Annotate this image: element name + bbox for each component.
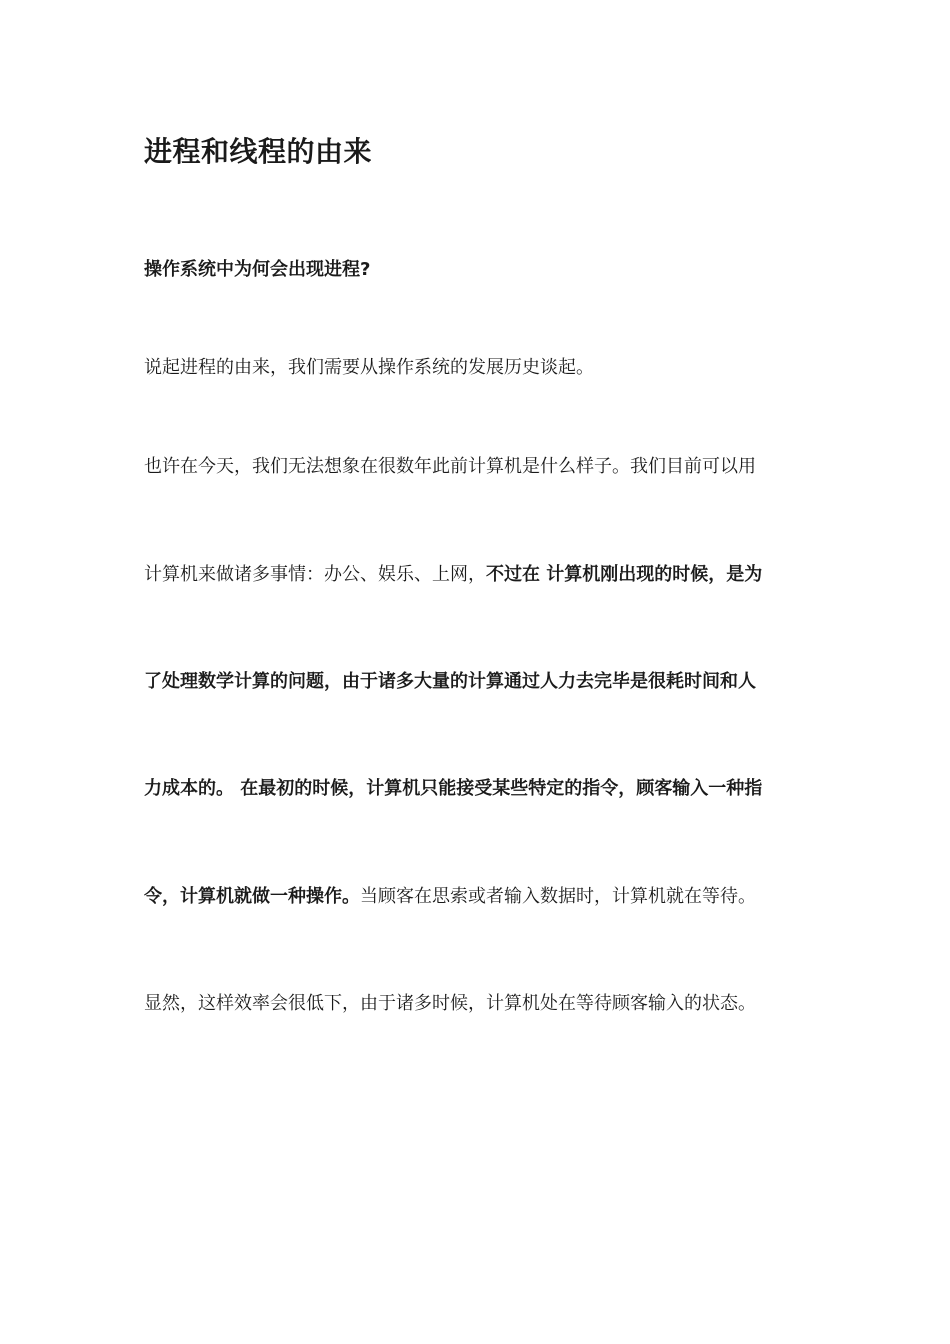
paragraph-line-4: 力成本的。 在最初的时候，计算机只能接受某些特定的指令，顾客输入一种指 xyxy=(144,778,763,799)
paragraph-line-1: 也许在今天，我们无法想象在很数年此前计算机是什么样子。我们目前可以用 xyxy=(144,456,756,477)
paragraph-line-2 xyxy=(144,561,762,589)
paragraph-intro: 说起进程的由来，我们需要从操作系统的发展历史谈起。 xyxy=(144,357,594,378)
paragraph-line-5-normal: 当顾客在思索或者输入数据时，计算机就在等待。 xyxy=(360,886,756,907)
section-heading: 操作系统中为何会出现进程? xyxy=(144,259,371,280)
paragraph-line-3: 了处理数学计算的问题，由于诸多大量的计算通过人力去完毕是很耗时间和人 xyxy=(144,671,756,692)
document-title: 进程和线程的由来 xyxy=(144,135,373,168)
paragraph-line-2-bold: 不过在 计算机刚出现的时候，是为 xyxy=(486,564,763,585)
paragraph-line-5 xyxy=(144,883,756,911)
paragraph-line-5-bold: 令，计算机就做一种操作。 xyxy=(144,886,360,907)
paragraph-line-6: 显然，这样效率会很低下，由于诸多时候，计算机处在等待顾客输入的状态。 xyxy=(144,993,756,1014)
paragraph-line-2-normal: 计算机来做诸多事情：办公、娱乐、上网， xyxy=(144,564,486,585)
